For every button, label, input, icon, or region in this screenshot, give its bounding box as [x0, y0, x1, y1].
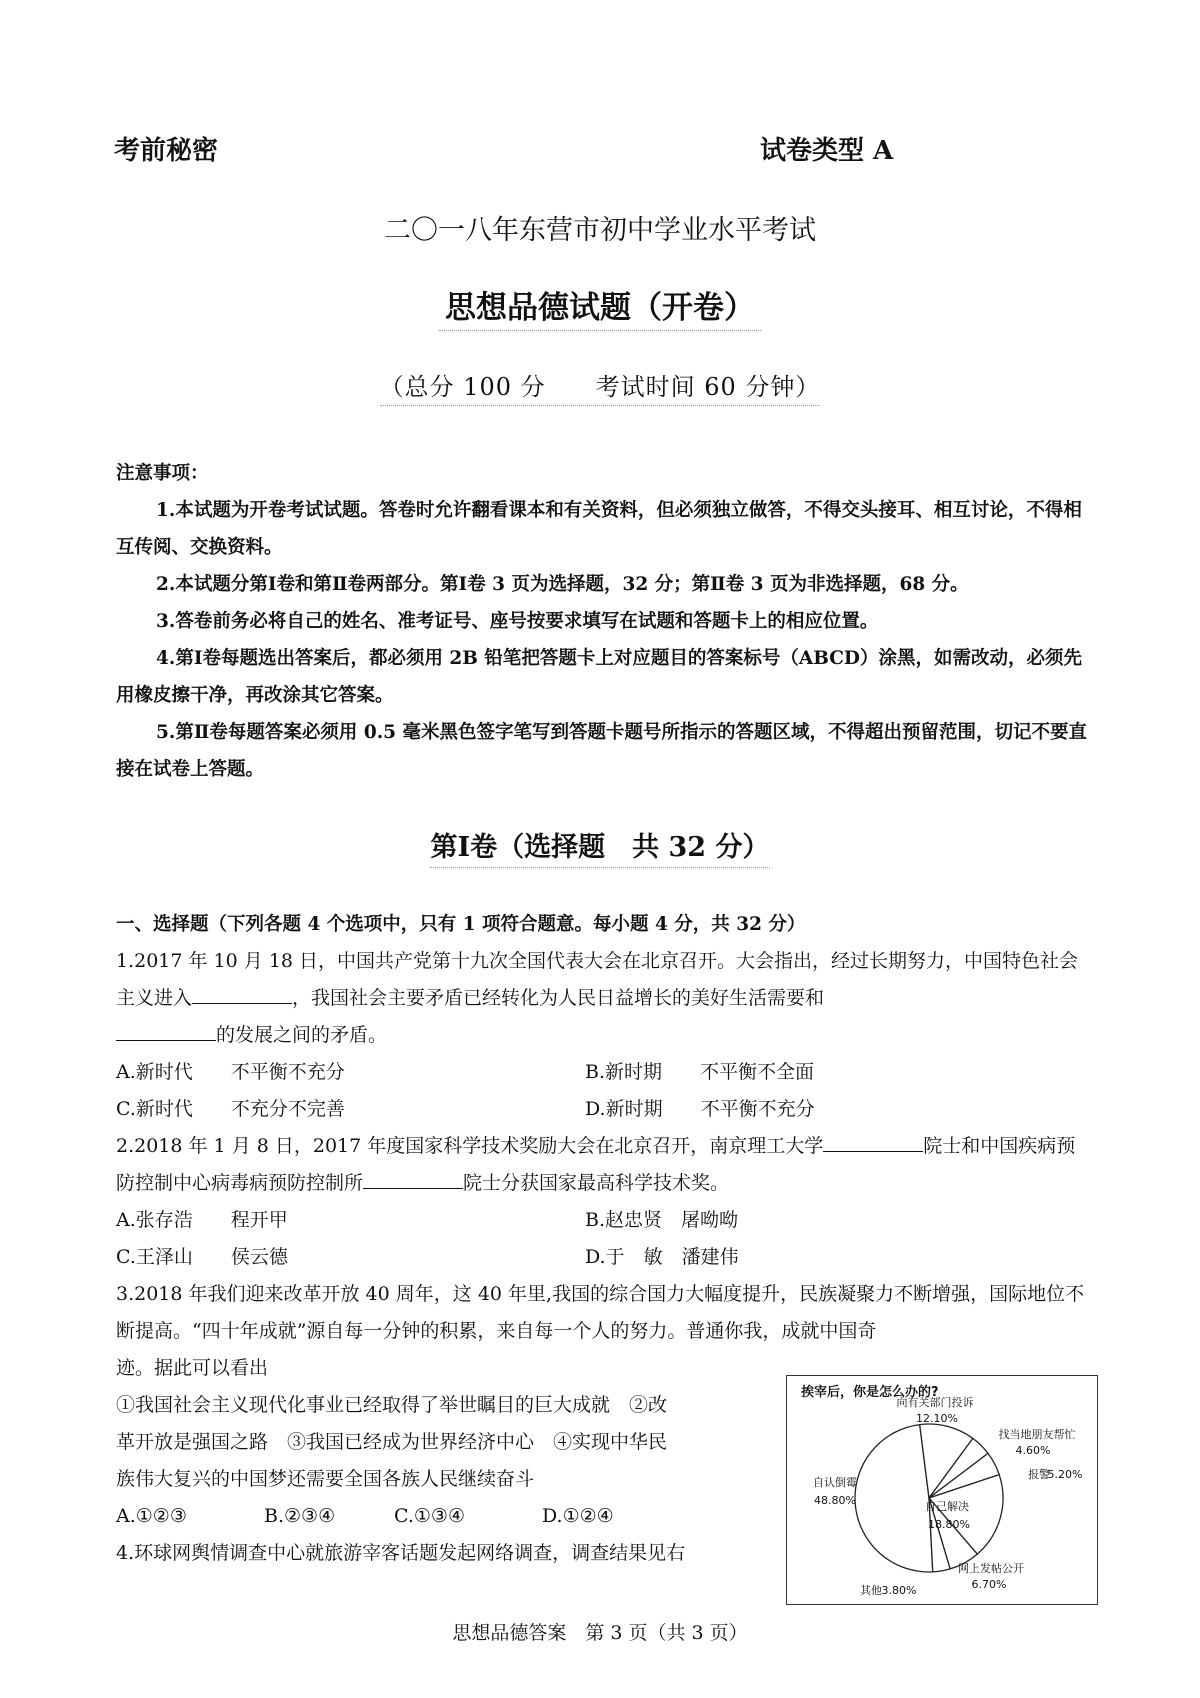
q1-blank-1 — [192, 983, 292, 1004]
question-2 — [116, 1128, 1091, 1202]
q3-statement-line-2: 革开放是强国之路 ③我国已经成为世界经济中心 ④实现中华民 — [116, 1431, 668, 1453]
pie-category-label-7: 其他 — [860, 1584, 882, 1597]
score-time-line: （总分 100 分 考试时间 60 分钟） — [380, 367, 821, 406]
pie-category-label-1: 自认倒霉 — [813, 1476, 857, 1489]
notice-heading: 注意事项： — [116, 463, 209, 484]
q2-option-a: A.张存浩 程开甲 — [116, 1209, 288, 1231]
notice-item-4: 4.第Ⅰ卷每题选出答案后，都必须用 2B 铅笔把答题卡上对应题目的答案标号（ABCD）涂黑，如需改动，必须先用橡皮擦干净，再改涂其它答案。 — [116, 648, 1082, 706]
q1-text-b: ，我国社会主要矛盾已经转化为人民日益增长的美好生活需要和 — [292, 987, 825, 1009]
q1-option-c: C.新时代 不充分不完善 — [116, 1098, 345, 1120]
paper-type-label: 试卷类型 A — [760, 136, 894, 166]
question-4: 4.环球网舆情调查中心就旅游宰客话题发起网络调查，调查结果见右 — [116, 1542, 686, 1564]
question-3-ask: 迹。据此可以看出 — [116, 1357, 269, 1379]
q3-statement-line-3: 族伟大复兴的中国梦还需要全国各族人民继续奋斗 — [116, 1468, 535, 1490]
section-title: 第Ⅰ卷（选择题 共 32 分） — [430, 825, 769, 868]
notice-block — [116, 455, 1091, 788]
notice-item-3: 3.答卷前务必将自己的姓名、准考证号、座号按要求填写在试题和答题卡上的相应位置。 — [156, 611, 879, 632]
q2-text-a: 2.2018 年 1 月 8 日，2017 年度国家科学技术奖励大会在北京召开，南京理工大学 — [116, 1135, 824, 1157]
q3-option-d: D.①②④ — [542, 1505, 614, 1527]
notice-item-5: 5.第Ⅱ卷每题答案必须用 0.5 毫米黑色签字笔写到答题卡题号所指示的答题区域，不得超出预留范围，切记不要直接在试卷上答题。 — [116, 722, 1087, 780]
notice-item-1: 1.本试题为开卷考试试题。答卷时允许翻看课本和有关资料，但必须独立做答，不得交头接耳、相互讨论，不得相互传阅、交换资料。 — [116, 500, 1082, 558]
survey-pie-chart — [786, 1375, 1098, 1605]
q1-text-a: 1.2017 年 10 月 18 日，中国共产党第十九次全国代表大会在北京召开。大会指出，经过长期努力，中国特色社会主义进入 — [116, 950, 1079, 1009]
q2-text-c: 院士分获国家最高科学技术奖。 — [463, 1172, 730, 1194]
part-heading: 一、选择题（下列各题 4 个选项中，只有 1 项符合题意。每小题 4 分，共 32 分） — [116, 914, 806, 935]
q3-statement-line-1: ①我国社会主义现代化事业已经取得了举世瞩目的巨大成就 ②改 — [116, 1394, 668, 1416]
question-1 — [116, 943, 1091, 1054]
confidential-label: 考前秘密 — [114, 136, 219, 166]
pie-value-label-4: 5.20% — [1047, 1468, 1083, 1481]
q2-option-b: B.赵忠贤 屠呦呦 — [585, 1209, 739, 1231]
pie-category-label-2: 向有关部门投诉 — [896, 1396, 974, 1409]
pie-value-label-2: 12.10% — [916, 1412, 958, 1425]
subject-title: 思想品德试题（开卷） — [439, 282, 761, 331]
q2-blank-2 — [363, 1168, 463, 1189]
pie-category-label-5: 自己解决 — [925, 1500, 969, 1513]
notice-item-2: 2.本试题分第Ⅰ卷和第Ⅱ卷两部分。第Ⅰ卷 3 页为选择题，32 分；第Ⅱ卷 3 页为非选择题，68 分。 — [156, 574, 969, 595]
q2-text-b: 院士和中国疾病预防控制中心病毒病预防控制所 — [116, 1135, 1076, 1194]
q1-option-b: B.新时期 不平衡不全面 — [585, 1061, 815, 1083]
pie-value-label-6: 6.70% — [971, 1578, 1007, 1591]
pie-slice-1 — [855, 1425, 933, 1572]
pie-value-label-7: 3.80% — [881, 1584, 917, 1597]
q3-option-a: A.①②③ — [116, 1505, 187, 1527]
exam-title: 二〇一八年东营市初中学业水平考试 — [384, 215, 816, 246]
q2-option-d: D.于 敏 潘建伟 — [585, 1246, 739, 1268]
q1-option-a: A.新时代 不平衡不充分 — [116, 1061, 345, 1083]
q1-text-c: 的发展之间的矛盾。 — [216, 1024, 388, 1046]
pie-category-label-6: 网上发帖公开 — [958, 1562, 1024, 1575]
pie-category-label-4: 报警 — [1028, 1468, 1050, 1481]
pie-chart-svg — [787, 1376, 1097, 1604]
pie-category-label-3: 找当地朋友帮忙 — [998, 1428, 1076, 1441]
pie-value-label-5: 18.80% — [928, 1518, 970, 1531]
chart-title: 挨宰后，你是怎么办的? — [801, 1385, 939, 1400]
q2-blank-1 — [823, 1131, 923, 1152]
q3-option-b: B.②③④ — [264, 1505, 336, 1527]
q1-option-d: D.新时期 不平衡不充分 — [585, 1098, 815, 1120]
question-3-intro: 3.2018 年我们迎来改革开放 40 周年，这 40 年里,我国的综合国力大幅度提升，民族凝聚力不断增强，国际地位不断提高。“四十年成就”源自每一分钟的积累，来自每一个人的努力。普通你我，成就中国奇 — [116, 1283, 1085, 1342]
q1-blank-2 — [116, 1020, 216, 1041]
pie-value-label-1: 48.80% — [814, 1494, 856, 1507]
pie-value-label-3: 4.60% — [1015, 1444, 1051, 1457]
q2-option-c: C.王泽山 侯云德 — [116, 1246, 288, 1268]
q3-option-c: C.①③④ — [394, 1505, 465, 1527]
page-footer: 思想品德答案 第 3 页（共 3 页） — [452, 1622, 748, 1644]
